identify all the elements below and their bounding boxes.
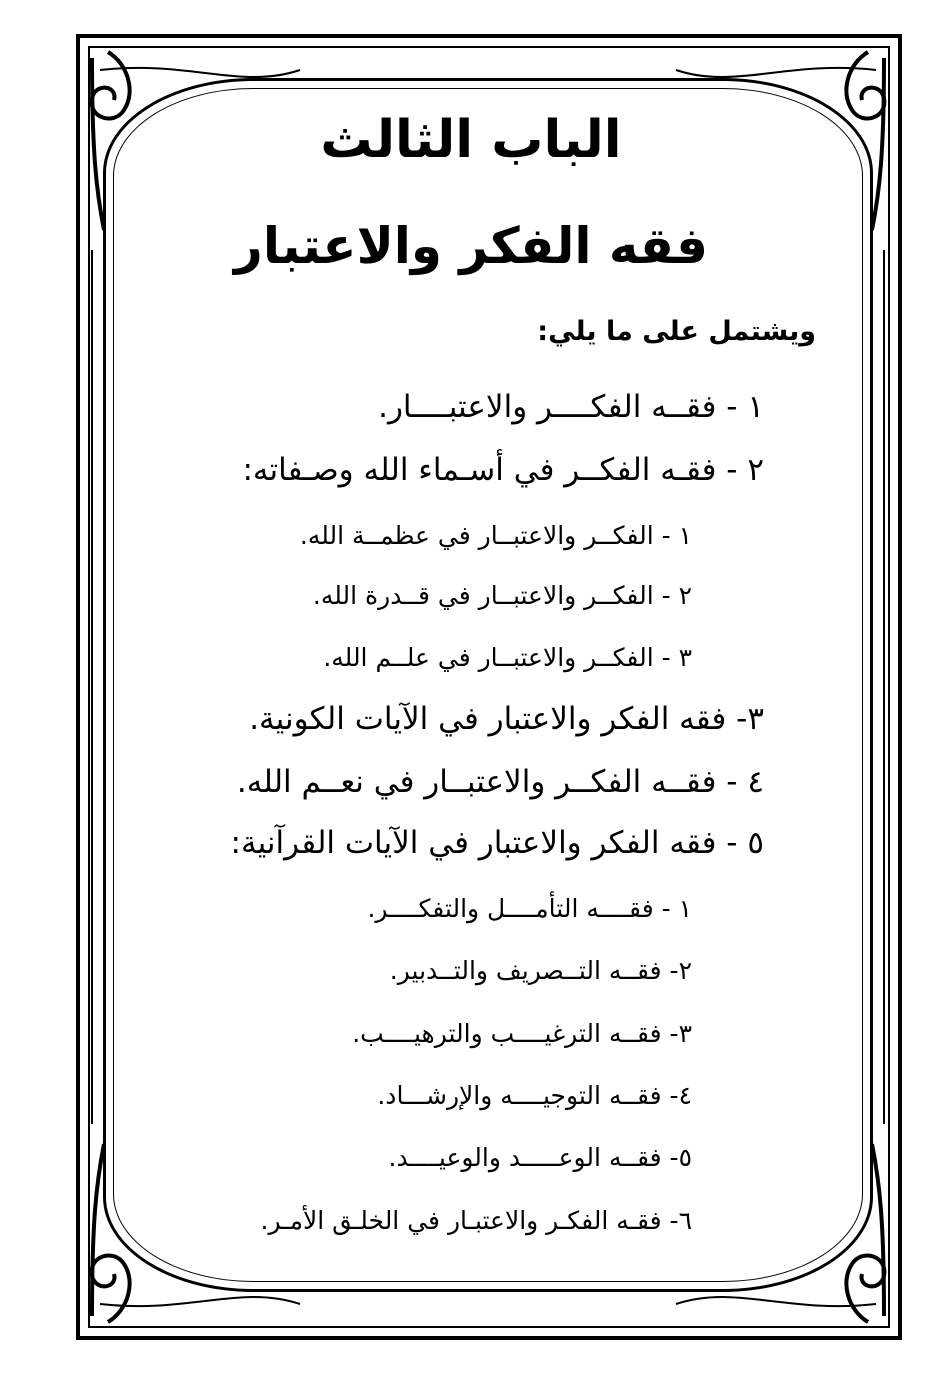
chapter-title: الباب الثالث bbox=[320, 110, 622, 170]
chapter-subtitle: فقه الفكر والاعتبار bbox=[234, 217, 708, 275]
list-item: ٣- فقه الفكر والاعتبار في الآيات الكونية. bbox=[249, 701, 764, 737]
sub-list-item: ٥- فقــه الوعـــــد والوعيــــد. bbox=[388, 1143, 692, 1172]
list-item: ٥ - فقه الفكر والاعتبار في الآيات القرآنية: bbox=[230, 825, 764, 861]
sub-list-item: ٢ - الفكــر والاعتبــار في قــدرة الله. bbox=[312, 581, 692, 610]
sub-list-item: ٤- فقــه التوجيــــه والإرشـــاد. bbox=[377, 1081, 692, 1110]
list-item: ٢ - فقـه الفكــر في أسـماء الله وصـفاته: bbox=[242, 452, 764, 488]
sub-list-item: ٢- فقــه التــصريف والتــدبير. bbox=[389, 956, 692, 985]
sub-list-item: ٣ - الفكــر والاعتبــار في علــم الله. bbox=[323, 643, 692, 672]
sub-list-item: ٣- فقــه الترغيــــب والترهيــــب. bbox=[352, 1019, 692, 1048]
list-item: ١ - فقــه الفكــــر والاعتبــــار. bbox=[378, 389, 764, 425]
sub-list-item: ١ - الفكــر والاعتبــار في عظمــة الله. bbox=[299, 521, 692, 550]
sub-list-item: ١ - فقــــه التأمــــل والتفكــــر. bbox=[367, 894, 692, 923]
list-item: ٤ - فقــه الفكــر والاعتبــار في نعــم الله. bbox=[236, 764, 764, 800]
intro-text: ويشتمل على ما يلي: bbox=[537, 316, 816, 347]
sub-list-item: ٦- فقـه الفكـر والاعتبـار في الخلـق الأمـر. bbox=[260, 1206, 692, 1235]
